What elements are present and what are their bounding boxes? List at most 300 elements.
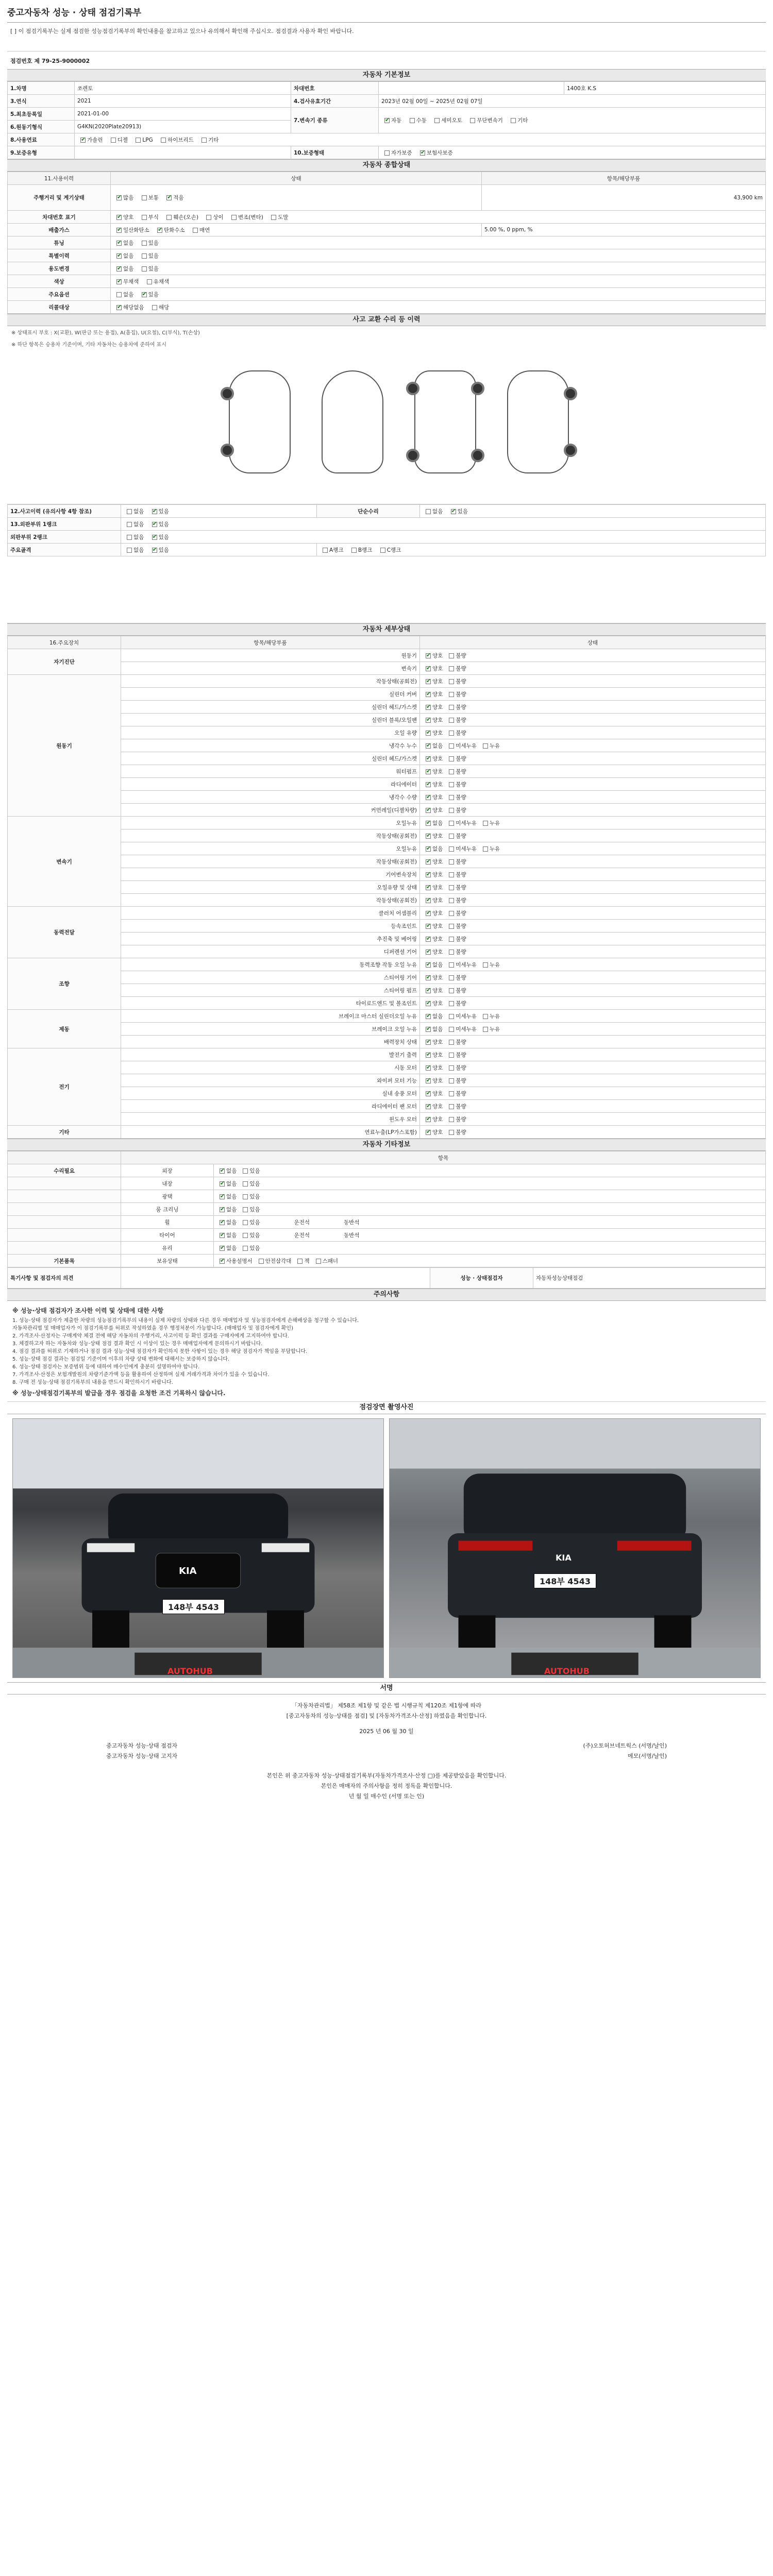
photo-gallery — [7, 1414, 766, 1682]
detail-item-label: 라디에이터 팬 모터 — [121, 1100, 420, 1113]
status-checkbox[interactable] — [426, 756, 431, 761]
frame-a-checkbox[interactable] — [323, 548, 328, 553]
detail-item-status — [420, 1036, 766, 1048]
rank1-yes-checkbox[interactable] — [152, 522, 157, 527]
extra-checkbox[interactable] — [220, 1246, 225, 1251]
status-checkbox[interactable] — [426, 1078, 431, 1083]
status-checkbox[interactable] — [426, 898, 431, 903]
extra-row — [8, 1216, 766, 1229]
extra-checkbox[interactable] — [243, 1220, 248, 1225]
status-option-label: 불량 — [456, 768, 466, 775]
status-checkbox[interactable] — [449, 653, 454, 658]
extra-checkbox[interactable] — [220, 1207, 225, 1212]
detail-row — [8, 829, 766, 842]
status-checkbox[interactable] — [449, 1053, 454, 1058]
inspection-period-label: 4.검사유효기간 — [291, 95, 379, 108]
detail-item-label: 디퍼렌셜 기어 — [121, 945, 420, 958]
rank1-none-checkbox[interactable] — [127, 522, 132, 527]
options-yes-checkbox[interactable] — [142, 292, 147, 297]
detail-item-status — [420, 714, 766, 726]
wheel-icon — [471, 449, 484, 462]
status-checkbox[interactable] — [449, 731, 454, 736]
status-option-label: 양호 — [432, 833, 443, 839]
year-label: 3.연식 — [8, 95, 75, 108]
extra-checkbox[interactable] — [220, 1233, 225, 1238]
outer-rank1-label: 13.외판부위 1랭크 — [8, 518, 121, 531]
status-checkbox[interactable] — [449, 1027, 454, 1032]
usage-yes-checkbox[interactable] — [142, 266, 147, 272]
extra-checkbox[interactable] — [220, 1168, 225, 1174]
extra-group-label — [8, 1203, 121, 1216]
detail-row — [8, 958, 766, 971]
tuning-yes-checkbox[interactable] — [142, 241, 147, 246]
repair-none-checkbox[interactable] — [426, 509, 431, 514]
status-option-label: 양호 — [432, 717, 443, 723]
detail-item-label: 작동상태(공회전) — [121, 894, 420, 907]
detail-item-status — [420, 855, 766, 868]
frame-c-checkbox[interactable] — [380, 548, 385, 553]
emission-smoke-checkbox[interactable] — [193, 228, 198, 233]
status-checkbox[interactable] — [483, 962, 488, 968]
status-option-label: 양호 — [432, 1052, 443, 1058]
status-option-label: 양호 — [432, 1064, 443, 1071]
status-option-label: 불량 — [456, 974, 466, 981]
extra-row — [8, 1190, 766, 1203]
rank2-yes-checkbox[interactable] — [152, 535, 157, 540]
detail-item-status — [420, 907, 766, 920]
status-checkbox[interactable] — [426, 885, 431, 890]
status-checkbox[interactable] — [426, 808, 431, 813]
status-checkbox[interactable] — [426, 795, 431, 800]
vin-corrosion-checkbox[interactable] — [142, 215, 147, 220]
recall-none-checkbox[interactable] — [116, 305, 122, 310]
status-checkbox[interactable] — [449, 666, 454, 671]
mileage-high-checkbox[interactable] — [116, 195, 122, 200]
detail-item-status — [420, 1113, 766, 1126]
status-checkbox[interactable] — [449, 1040, 454, 1045]
status-checkbox[interactable] — [426, 988, 431, 993]
status-checkbox[interactable] — [449, 885, 454, 890]
status-checkbox[interactable] — [449, 692, 454, 697]
extra-checkbox[interactable] — [220, 1181, 225, 1187]
accident-yes-checkbox[interactable] — [152, 509, 157, 514]
car-name-label: 1.차명 — [8, 82, 75, 95]
status-checkbox[interactable] — [483, 743, 488, 749]
status-checkbox[interactable] — [426, 1117, 431, 1122]
detail-row — [8, 1100, 766, 1113]
frame-b-checkbox[interactable] — [351, 548, 357, 553]
status-checkbox[interactable] — [426, 950, 431, 955]
status-checkbox[interactable] — [483, 846, 488, 852]
tuning-label: 튜닝 — [8, 236, 111, 249]
detail-row — [8, 1087, 766, 1100]
status-option-label: 누유 — [489, 820, 500, 826]
reg-number — [7, 52, 766, 69]
status-option-label: 불량 — [456, 858, 466, 865]
status-option-label: 불량 — [456, 884, 466, 891]
caution-line: 4. 점검 결과를 허위로 기재하거나 점검 결과 성능·상태 점검자가 확인하지 못한 사항이 있는 경우 해당 점검자가 책임을 부담합니다. — [12, 1349, 308, 1354]
status-option-label: 양호 — [432, 730, 443, 736]
extra-option-label: 없음 — [226, 1219, 237, 1226]
tuning-none-checkbox[interactable] — [116, 241, 122, 246]
detail-row — [8, 933, 766, 945]
status-option-label: 양호 — [432, 768, 443, 775]
status-checkbox[interactable] — [426, 834, 431, 839]
detail-item-status — [420, 1126, 766, 1139]
status-option-label: 양호 — [432, 923, 443, 929]
extra-option-label: 있음 — [249, 1245, 260, 1251]
accident-legend-2: ※ 하단 항목은 승용차 기준이며, 기타 자동차는 승용차에 준하여 표시 — [11, 342, 166, 348]
extra-option-label: 없음 — [226, 1206, 237, 1213]
detail-item-label: 변속기 — [121, 662, 420, 675]
caution-title: ※ 성능·상태 점검자가 조사한 이력 및 상태에 대한 사항 — [12, 1307, 164, 1314]
status-checkbox[interactable] — [483, 1014, 488, 1019]
sign-footer-2: 본인은 매매자의 주의사항을 정히 정독을 확인합니다. — [321, 1783, 452, 1789]
status-checkbox[interactable] — [426, 1091, 431, 1096]
status-checkbox[interactable] — [426, 1065, 431, 1071]
status-option-label: 불량 — [456, 910, 466, 917]
detail-row — [8, 907, 766, 920]
kia-logo-front: KIA — [179, 1566, 197, 1577]
wheel-icon — [406, 382, 419, 395]
detail-item-label: 실린더 헤드/가스켓 — [121, 752, 420, 765]
general-status-table: 11.사용이력 상태 항목/해당부품 주행거리 및 계기상태 ✔ 많음 보통 ✔ 적음 43,900 km 차대번호 표기 ✔ 양호 부식 훼손(오손) 상이 변조(변타) 도말 배출가스 ✔ 일산화탄소 ✔ 탄화수소 매연 5.00 %, 0 ppm, % 튜닝 ✔ 없음 있음 특별이력 ✔ 없음 있음 용도변경 ✔ 없음 있음 색상 ✔ 무채색 유채색 주요옵션 없음 ✔ 있음 리콜대상 ✔ 해당없음 해당 — [7, 172, 766, 314]
extra-group-label — [8, 1190, 121, 1203]
status-checkbox[interactable] — [449, 705, 454, 710]
status-checkbox[interactable] — [426, 911, 431, 916]
detail-item-label: 윈도우 모터 — [121, 1113, 420, 1126]
accident-none-checkbox[interactable] — [127, 509, 132, 514]
extra-checkbox[interactable] — [316, 1259, 321, 1264]
extra-checkbox[interactable] — [243, 1233, 248, 1238]
extra-checkbox[interactable] — [243, 1194, 248, 1199]
caution-section-title: 주의사항 — [7, 1289, 766, 1301]
status-checkbox[interactable] — [426, 846, 431, 852]
status-checkbox[interactable] — [449, 1130, 454, 1135]
status-checkbox[interactable] — [449, 898, 454, 903]
status-option-label: 양호 — [432, 1000, 443, 1007]
detail-row — [8, 855, 766, 868]
status-checkbox[interactable] — [426, 1053, 431, 1058]
extra-checkbox[interactable] — [259, 1259, 264, 1264]
status-option-label: 양호 — [432, 691, 443, 698]
extra-item-label: 룸 크리닝 — [121, 1203, 214, 1216]
fuel-gasoline-checkbox[interactable] — [80, 138, 86, 143]
status-checkbox[interactable] — [449, 962, 454, 968]
status-checkbox[interactable] — [449, 975, 454, 980]
detail-group-label: 원동기 — [8, 675, 121, 817]
extra-item-label: 타이어 — [121, 1229, 214, 1242]
status-option-label: 없음 — [432, 1026, 443, 1032]
warranty-type-label: 9.보증유형 — [8, 146, 75, 159]
fuel-other-checkbox[interactable] — [201, 138, 207, 143]
status-checkbox[interactable] — [483, 1027, 488, 1032]
status-option-label: 양호 — [432, 755, 443, 762]
special-history-label: 특별이력 — [8, 249, 111, 262]
detail-item-label: 연료누출(LP가스포함) — [121, 1126, 420, 1139]
extra-item-status — [214, 1190, 766, 1203]
status-option-label: 불량 — [456, 936, 466, 942]
status-checkbox[interactable] — [426, 1040, 431, 1045]
frame-label: 주요골격 — [8, 544, 121, 556]
extra-checkbox[interactable] — [243, 1168, 248, 1174]
transmission-manual-checkbox[interactable] — [410, 118, 415, 123]
sign-date: 2025 년 06 월 30 일 — [359, 1728, 414, 1735]
detail-item-status — [420, 868, 766, 881]
status-checkbox[interactable] — [426, 653, 431, 658]
status-checkbox[interactable] — [449, 924, 454, 929]
engine-type-label: 6.원동기형식 — [8, 121, 75, 133]
reg-number-label: 점검번호 제 — [10, 58, 40, 64]
status-checkbox[interactable] — [449, 1001, 454, 1006]
extra-checkbox[interactable] — [297, 1259, 303, 1264]
status-option-label: 양호 — [432, 974, 443, 981]
status-checkbox[interactable] — [426, 731, 431, 736]
status-option-label: 양호 — [432, 665, 443, 672]
status-checkbox[interactable] — [426, 1104, 431, 1109]
status-option-label: 불량 — [456, 923, 466, 929]
extra-item-label: 유리 — [121, 1242, 214, 1255]
frame-none-checkbox[interactable] — [127, 548, 132, 553]
detail-group-label: 동력전달 — [8, 907, 121, 958]
wheel-icon — [564, 444, 577, 457]
extra-item-label: 휠 — [121, 1216, 214, 1229]
status-checkbox[interactable] — [426, 937, 431, 942]
warranty-insurer-checkbox[interactable] — [420, 150, 425, 156]
status-checkbox[interactable] — [426, 679, 431, 684]
repair-yes-checkbox[interactable] — [451, 509, 456, 514]
transmission-other-checkbox[interactable] — [511, 118, 516, 123]
special-yes-checkbox[interactable] — [142, 253, 147, 259]
color-chromatic-checkbox[interactable] — [147, 279, 152, 284]
status-checkbox[interactable] — [426, 962, 431, 968]
status-checkbox[interactable] — [449, 769, 454, 774]
mileage-options: ✔ 많음 보통 ✔ 적음 — [111, 185, 482, 211]
detail-row — [8, 1126, 766, 1139]
vin-smeared-checkbox[interactable] — [271, 215, 276, 220]
caution-bold: ※ 성능·상태점검기록부의 발급을 경우 점검을 요청한 조건 기록하시 않습니다. — [12, 1389, 226, 1397]
emission-hc-checkbox[interactable] — [157, 228, 162, 233]
front-photo[interactable] — [12, 1418, 384, 1678]
vin-damage-checkbox[interactable] — [166, 215, 172, 220]
detail-item-label: 스티어링 기어 — [121, 971, 420, 984]
status-checkbox[interactable] — [449, 743, 454, 749]
status-checkbox[interactable] — [449, 679, 454, 684]
status-option-label: 양호 — [432, 910, 443, 917]
status-checkbox[interactable] — [426, 821, 431, 826]
vin-good-checkbox[interactable] — [116, 215, 122, 220]
fuel-hybrid-checkbox[interactable] — [161, 138, 166, 143]
status-option-label: 양호 — [432, 1039, 443, 1045]
status-checkbox[interactable] — [449, 846, 454, 852]
special-none-checkbox[interactable] — [116, 253, 122, 259]
extra-header: 항목 — [121, 1151, 766, 1164]
status-option-label: 불량 — [456, 1052, 466, 1058]
options-none-checkbox[interactable] — [116, 292, 122, 297]
detail-item-label: 실내 송풍 모터 — [121, 1087, 420, 1100]
detail-item-label: 커먼레일(디젤차량) — [121, 804, 420, 817]
extra-group-label — [8, 1216, 121, 1229]
status-checkbox[interactable] — [449, 834, 454, 839]
status-checkbox[interactable] — [449, 988, 454, 993]
detail-item-label: 워터펌프 — [121, 765, 420, 778]
detail-header-device: 16.주요장치 — [8, 636, 121, 649]
mileage-normal-checkbox[interactable] — [142, 195, 147, 200]
detail-row — [8, 726, 766, 739]
status-checkbox[interactable] — [483, 821, 488, 826]
detail-row — [8, 662, 766, 675]
transmission-semi-checkbox[interactable] — [434, 118, 440, 123]
vin-differ-checkbox[interactable] — [206, 215, 211, 220]
detail-group-label: 전기 — [8, 1048, 121, 1126]
status-checkbox[interactable] — [449, 1104, 454, 1109]
car-name-value: 쏘렌토 — [75, 82, 291, 95]
status-checkbox[interactable] — [449, 859, 454, 865]
status-option-label: 불량 — [456, 652, 466, 659]
color-achromatic-checkbox[interactable] — [116, 279, 122, 284]
status-checkbox[interactable] — [426, 859, 431, 865]
status-checkbox[interactable] — [426, 1027, 431, 1032]
caution-line: 8. 구매 전 성능·상태 점검기록부의 내용을 반드시 확인하시기 바랍니다. — [12, 1380, 173, 1385]
warranty-self-checkbox[interactable] — [384, 150, 390, 156]
status-checkbox[interactable] — [426, 1130, 431, 1135]
status-checkbox[interactable] — [449, 1091, 454, 1096]
status-checkbox[interactable] — [426, 743, 431, 749]
detail-item-status — [420, 984, 766, 997]
status-checkbox[interactable] — [449, 821, 454, 826]
detail-row — [8, 984, 766, 997]
caution-line: 5. 성능·상태 점검 결과는 점검일 기준이며 이후의 차량 상태 변화에 대해서는 보증하지 않습니다. — [12, 1357, 230, 1362]
status-checkbox[interactable] — [426, 975, 431, 980]
extra-option-label: 있음 — [249, 1180, 260, 1187]
extra-item-status — [214, 1216, 766, 1229]
status-checkbox[interactable] — [449, 782, 454, 787]
detail-item-status — [420, 1087, 766, 1100]
status-option-label: 불량 — [456, 1103, 466, 1110]
extra-checkbox[interactable] — [220, 1220, 225, 1225]
detail-item-label: 오일 유량 — [121, 726, 420, 739]
status-checkbox[interactable] — [426, 692, 431, 697]
extra-item-status — [214, 1229, 766, 1242]
car-frame-diagram — [414, 370, 476, 473]
fuel-lpg-checkbox[interactable] — [136, 138, 141, 143]
extra-option-label: 없음 — [226, 1180, 237, 1187]
extra-checkbox[interactable] — [220, 1259, 225, 1264]
fuel-diesel-checkbox[interactable] — [111, 138, 116, 143]
detail-item-label: 라디에이터 — [121, 778, 420, 791]
sign-right-2: 메모(서명/날인) — [627, 1753, 667, 1759]
status-option-label: 양호 — [432, 948, 443, 955]
status-option-label: 불량 — [456, 1116, 466, 1123]
status-checkbox[interactable] — [449, 718, 454, 723]
extra-checkbox[interactable] — [243, 1246, 248, 1251]
extra-section-title: 자동차 기타정보 — [7, 1139, 766, 1151]
status-checkbox[interactable] — [449, 1014, 454, 1019]
detail-item-status — [420, 817, 766, 829]
detail-section-title: 자동차 세부상태 — [7, 623, 766, 636]
wheel-icon — [406, 449, 419, 462]
detail-item-label: 시동 모터 — [121, 1061, 420, 1074]
detail-item-status — [420, 1048, 766, 1061]
status-checkbox[interactable] — [426, 924, 431, 929]
rank2-none-checkbox[interactable] — [127, 535, 132, 540]
emission-label: 배출가스 — [8, 224, 111, 236]
extra-checkbox[interactable] — [243, 1207, 248, 1212]
detail-group-label: 기타 — [8, 1126, 121, 1139]
extra-group-label: 수리필요 — [8, 1164, 121, 1177]
status-checkbox[interactable] — [426, 705, 431, 710]
status-checkbox[interactable] — [449, 950, 454, 955]
detail-row — [8, 1023, 766, 1036]
status-option-label: 양호 — [432, 858, 443, 865]
mileage-low-checkbox[interactable] — [166, 195, 172, 200]
status-checkbox[interactable] — [449, 872, 454, 877]
status-checkbox[interactable] — [449, 1117, 454, 1122]
extra-item-label: 외장 — [121, 1164, 214, 1177]
status-option-label: 양호 — [432, 807, 443, 814]
usage-none-checkbox[interactable] — [116, 266, 122, 272]
extra-row — [8, 1203, 766, 1216]
transmission-auto-checkbox[interactable] — [384, 118, 390, 123]
status-checkbox[interactable] — [426, 666, 431, 671]
general-header-status: 상태 — [111, 172, 482, 185]
recall-yes-checkbox[interactable] — [152, 305, 157, 310]
status-checkbox[interactable] — [426, 1014, 431, 1019]
sign-footer-1: 본인은 위 중고자동차 성능·상태점검기록부(자동차가격조사·산정 □)를 제공받았음을 확인합니다. — [266, 1772, 507, 1779]
status-option-label: 양호 — [432, 987, 443, 994]
caution-line: 2. 가격조사·산정자는 구매계약 체결 전에 해당 자동차의 주행거리, 사고이력 등 확인 결과를 구매자에게 고지하여야 합니다. — [12, 1333, 289, 1339]
rear-photo[interactable] — [389, 1418, 761, 1678]
extra-checkbox[interactable] — [243, 1181, 248, 1187]
emission-options: ✔ 일산화탄소 ✔ 탄화수소 매연 — [111, 224, 482, 236]
accident-parts-area — [7, 556, 766, 623]
status-option-label: 미세누유 — [456, 1013, 477, 1020]
emission-co-checkbox[interactable] — [116, 228, 122, 233]
extra-row — [8, 1164, 766, 1177]
status-checkbox[interactable] — [426, 769, 431, 774]
transmission-cvt-checkbox[interactable] — [470, 118, 475, 123]
detail-item-status — [420, 765, 766, 778]
detail-row — [8, 971, 766, 984]
detail-item-label: 작동상태(공회전) — [121, 829, 420, 842]
status-option-label: 양호 — [432, 794, 443, 801]
status-checkbox[interactable] — [426, 1001, 431, 1006]
status-checkbox[interactable] — [449, 795, 454, 800]
frame-yes-checkbox[interactable] — [152, 548, 157, 553]
vin-altered-checkbox[interactable] — [231, 215, 237, 220]
status-checkbox[interactable] — [449, 756, 454, 761]
rear-car-image — [390, 1419, 760, 1677]
detail-item-label: 등속조인트 — [121, 920, 420, 933]
status-checkbox[interactable] — [426, 718, 431, 723]
status-checkbox[interactable] — [449, 1065, 454, 1071]
status-checkbox[interactable] — [426, 872, 431, 877]
status-option-label: 없음 — [432, 742, 443, 749]
status-option-label: 누유 — [489, 845, 500, 852]
status-checkbox[interactable] — [449, 911, 454, 916]
extra-checkbox[interactable] — [220, 1194, 225, 1199]
status-option-label: 양호 — [432, 652, 443, 659]
status-checkbox[interactable] — [449, 937, 454, 942]
transmission-label: 7.변속기 종류 — [291, 108, 379, 133]
detail-row — [8, 701, 766, 714]
status-checkbox[interactable] — [426, 782, 431, 787]
status-checkbox[interactable] — [449, 1078, 454, 1083]
detail-row — [8, 765, 766, 778]
wheel-icon — [471, 382, 484, 395]
extra-row — [8, 1177, 766, 1190]
status-checkbox[interactable] — [449, 808, 454, 813]
